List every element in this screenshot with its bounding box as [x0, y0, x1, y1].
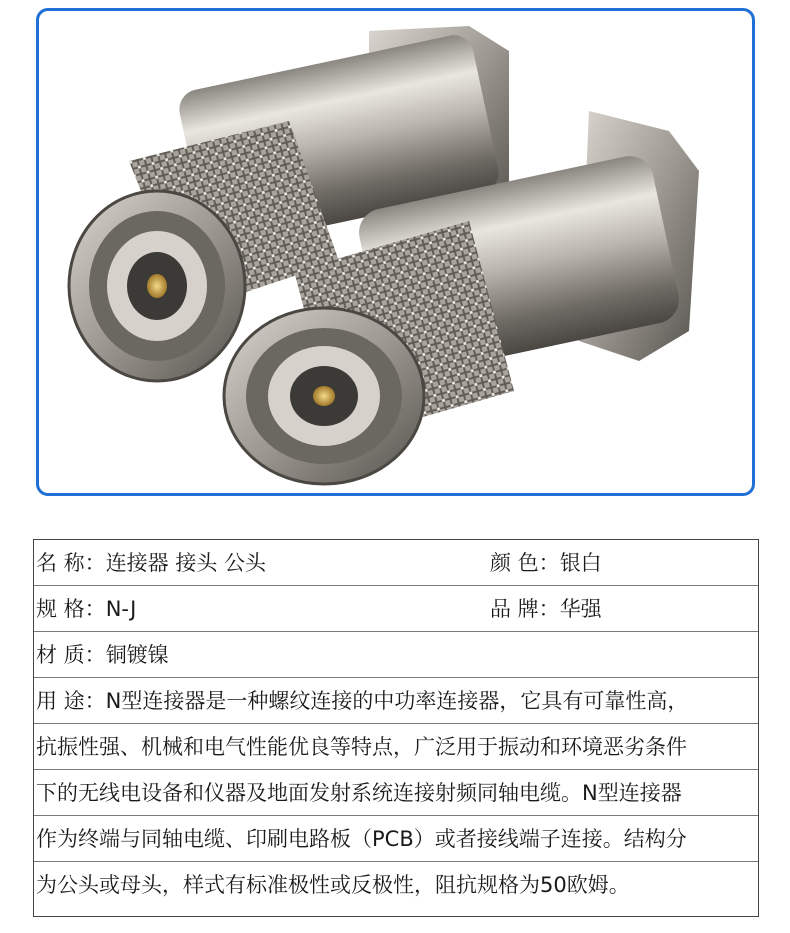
product-photo: [36, 8, 755, 496]
spec-usage-line: [34, 862, 758, 908]
spec-color: [490, 540, 602, 586]
spec-usage-line: [34, 816, 758, 862]
spec-color-label: 颜 色：: [490, 551, 560, 575]
spec-brand-value: 华强: [559, 597, 602, 621]
spec-name-value: 连接器 接头 公头: [105, 551, 267, 575]
spec-name-label: 名 称：: [36, 551, 106, 575]
spec-name: [36, 540, 266, 586]
spec-usage-line: [34, 678, 758, 724]
spec-row-model-brand: [34, 586, 758, 632]
spec-model-value: N-J: [105, 597, 137, 621]
usage-text-line-4: 作为终端与同轴电缆、印刷电路板（PCB）或者接线端子连接。结构分: [36, 827, 687, 851]
spec-model-label: 规 格：: [36, 597, 106, 621]
spec-material: [36, 632, 169, 678]
connector-illustration: [39, 11, 752, 493]
spec-brand-label: 品 牌：: [490, 597, 560, 621]
spec-material-value: 铜镀镍: [105, 643, 169, 667]
spec-usage-line: [34, 724, 758, 770]
spec-row-name-color: [34, 540, 758, 586]
spec-table: [33, 539, 759, 917]
spec-brand: [490, 586, 602, 632]
spec-material-label: 材 质：: [36, 643, 106, 667]
usage-text-line-2: 抗振性强、机械和电气性能优良等特点，广泛用于振动和环境恶劣条件: [36, 735, 687, 759]
spec-row-material: [34, 632, 758, 678]
spec-model: [36, 586, 136, 632]
usage-text-line-3: 下的无线电设备和仪器及地面发射系统连接射频同轴电缆。N型连接器: [36, 781, 682, 805]
usage-text-line-5: 为公头或母头，样式有标准极性或反极性，阻抗规格为50欧姆。: [36, 873, 630, 897]
usage-text-line-1: 用 途：N型连接器是一种螺纹连接的中功率连接器，它具有可靠性高，: [36, 689, 689, 713]
spec-color-value: 银白: [559, 551, 602, 575]
spec-usage-line: [34, 770, 758, 816]
